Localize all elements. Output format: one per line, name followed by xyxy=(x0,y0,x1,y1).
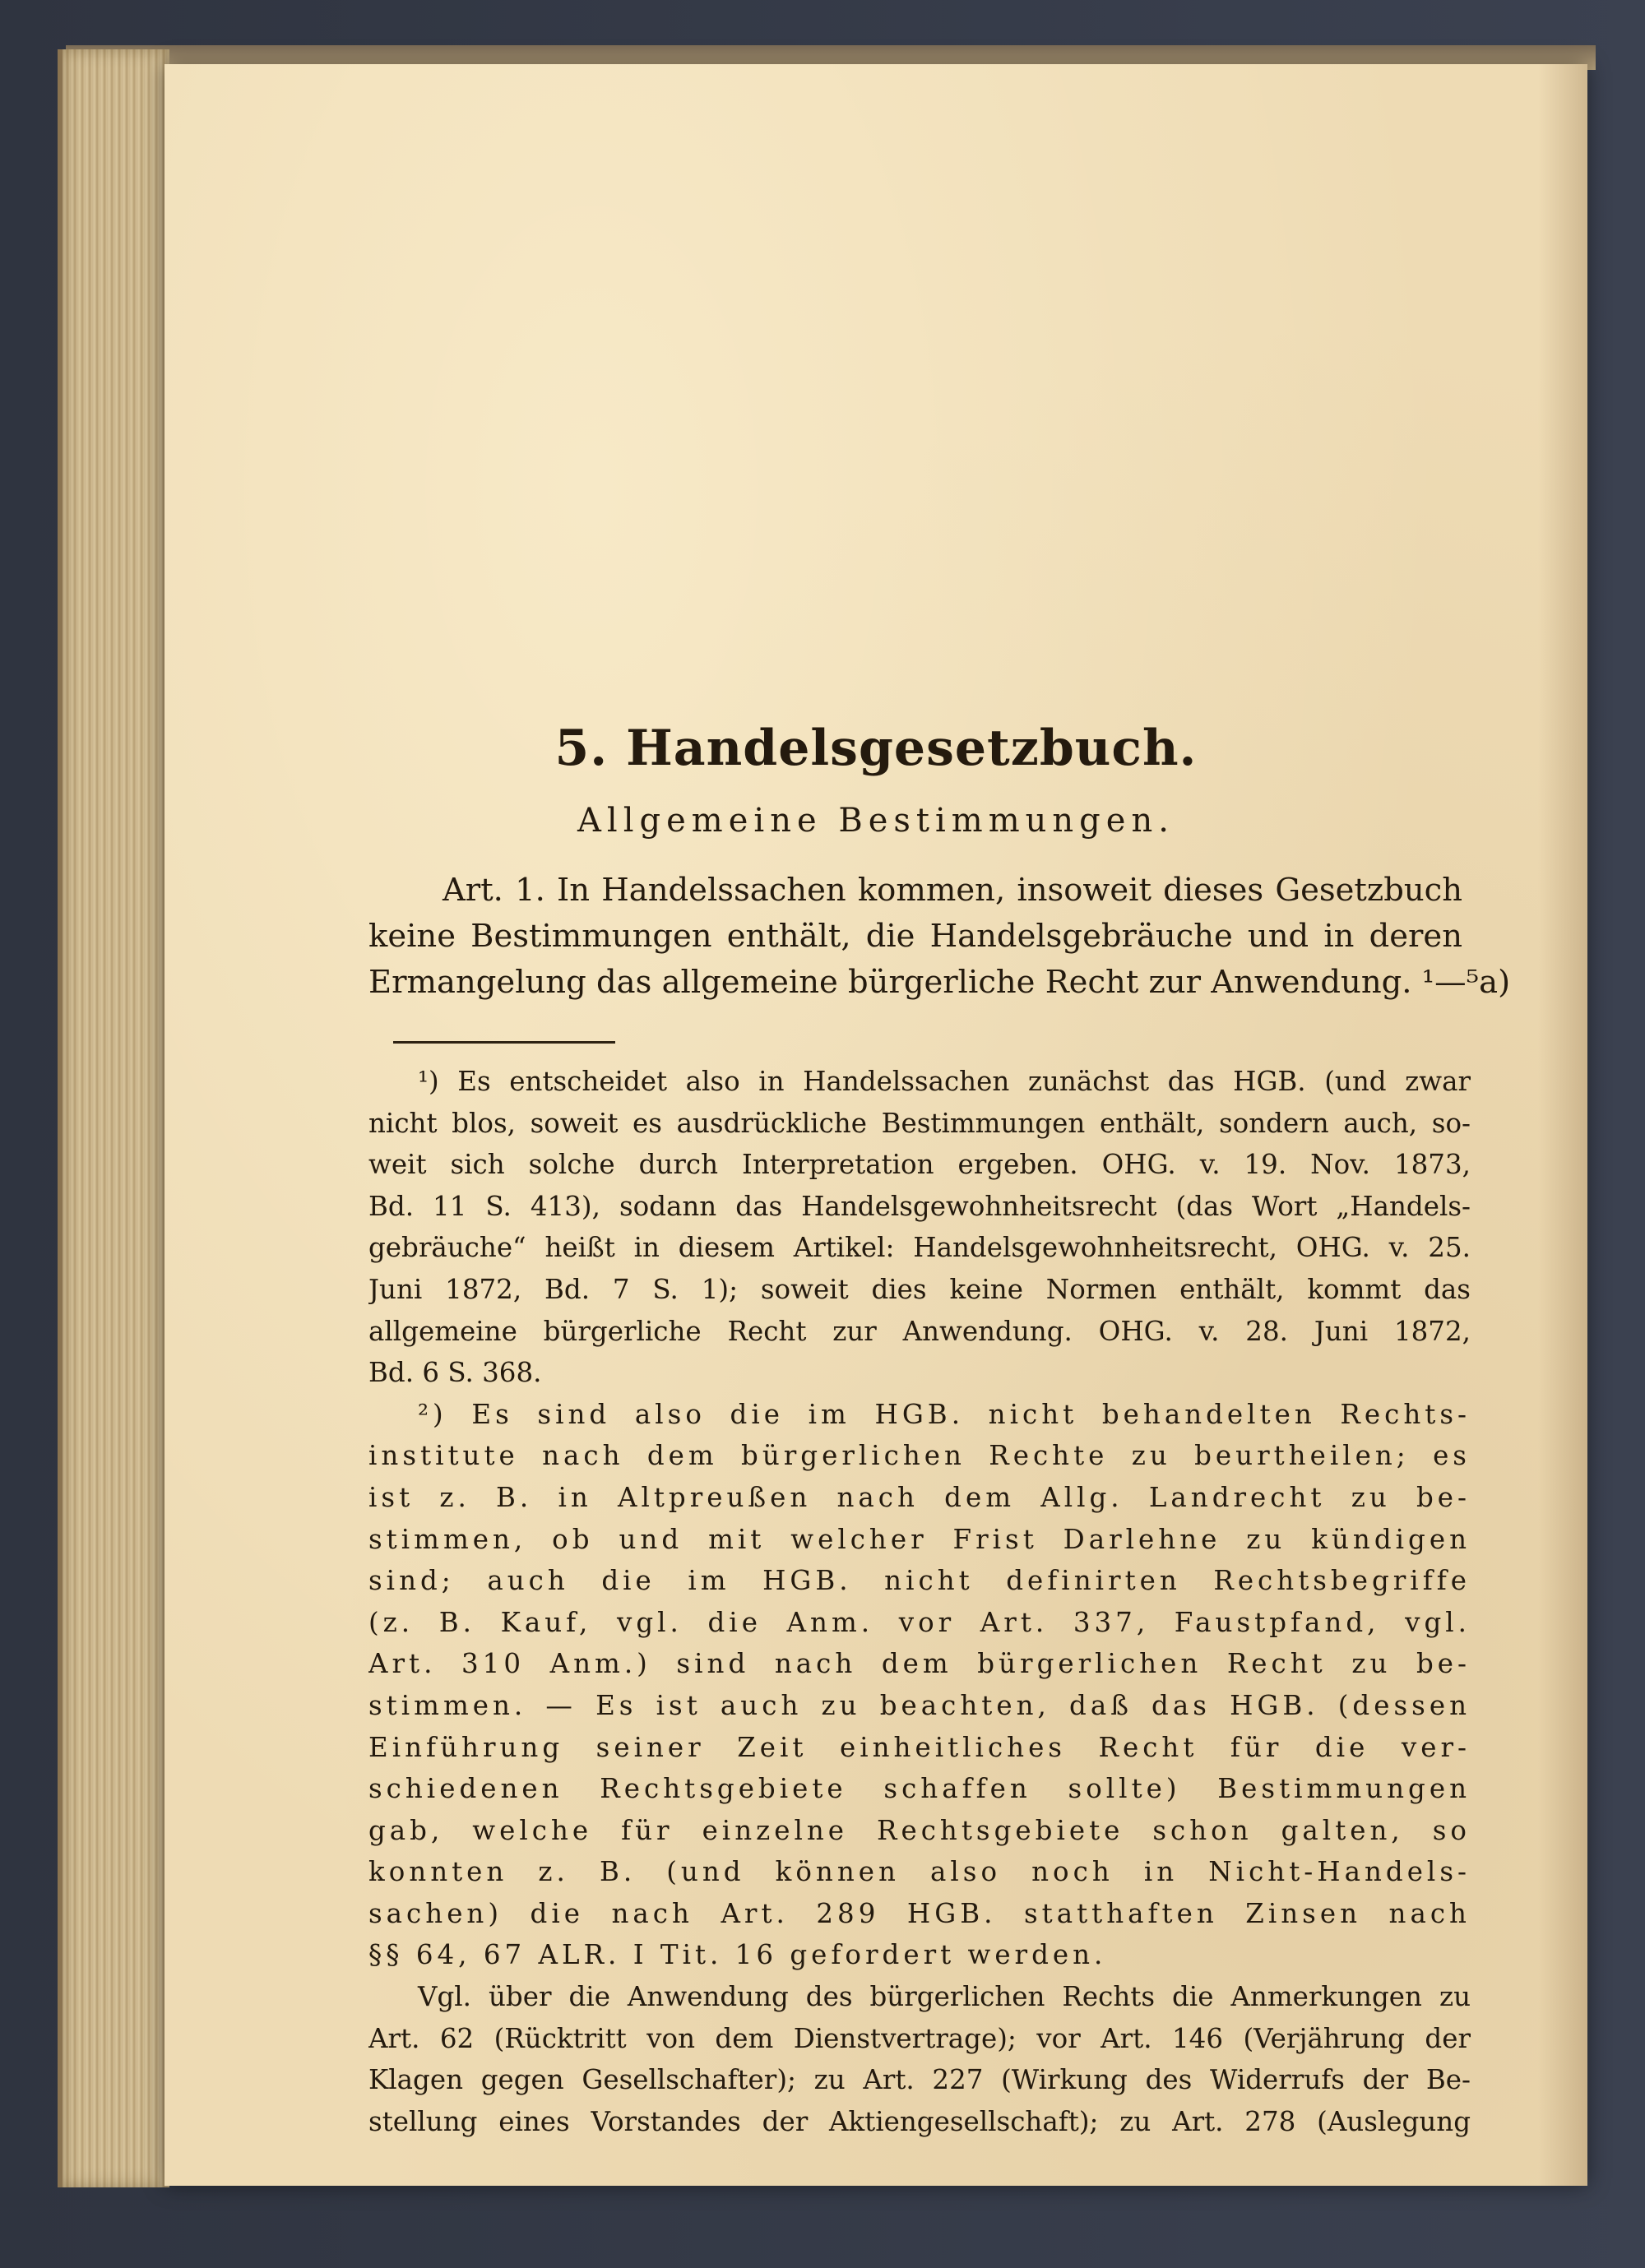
footnote-line: Art. 62 (Rücktritt von dem Dienstvertrage); vor Art. 146 (Verjährung der xyxy=(368,2022,1471,2054)
footnote-line: weit sich solche durch Interpretation ergeben. OHG. v. 19. Nov. 1873, xyxy=(368,1149,1471,1181)
footnote-line: sind; auch die im HGB. nicht definirten Rechtsbegriffe xyxy=(368,1565,1471,1597)
footnote-line: ²) Es sind also die im HGB. nicht behandelten Rechts- xyxy=(418,1398,1471,1430)
article-1 xyxy=(368,868,1511,1006)
footnotes xyxy=(368,1061,1471,2142)
footnote-line: Juni 1872, Bd. 7 S. 1); soweit dies keine Normen enthält, kommt das xyxy=(368,1273,1471,1305)
article-line: keine Bestimmungen enthält, die Handelsgebräuche und in deren xyxy=(368,918,1462,955)
footnote-line: §§ 64, 67 ALR. I Tit. 16 gefordert werden. xyxy=(368,1939,1107,1971)
footnote-line: nicht blos, soweit es ausdrückliche Bestimmungen enthält, sondern auch, so- xyxy=(368,1107,1471,1139)
footnote-divider xyxy=(393,1041,615,1044)
page-stack-edge xyxy=(58,49,169,2187)
footnote-line: Vgl. über die Anwendung des bürgerlichen Rechts die Anmerkungen zu xyxy=(418,1981,1471,2013)
article-line: Art. 1. In Handelssachen kommen, insoweit dieses Gesetzbuch xyxy=(443,872,1462,909)
footnote-line: Einführung seiner Zeit einheitliches Recht für die ver- xyxy=(368,1731,1471,1763)
footnote-line: allgemeine bürgerliche Recht zur Anwendung. OHG. v. 28. Juni 1872, xyxy=(368,1315,1471,1347)
footnote-line: stellung eines Vorstandes der Aktiengesellschaft); zu Art. 278 (Auslegung xyxy=(368,2105,1471,2137)
article-line: Ermangelung das allgemeine bürgerliche Recht zur Anwendung. ¹—⁵a) xyxy=(368,964,1511,1001)
footnote-line: stimmen. — Es ist auch zu beachten, daß das HGB. (dessen xyxy=(368,1689,1471,1721)
footnote-line: ¹) Es entscheidet also in Handelssachen zunächst das HGB. (und zwar xyxy=(418,1066,1471,1097)
footnote-line: Klagen gegen Gesellschafter); zu Art. 227 (Wirkung des Widerrufs der Be- xyxy=(368,2064,1471,2096)
section-heading: Allgemeine Bestimmungen. xyxy=(577,802,1175,840)
footnote-line: gebräuche“ heißt in diesem Artikel: Handelsgewohnheitsrecht, OHG. v. 25. xyxy=(368,1232,1471,1264)
footnote-line: schiedenen Rechtsgebiete schaffen sollte) Bestimmungen xyxy=(368,1773,1471,1805)
footnote-line: institute nach dem bürgerlichen Rechte zu beurtheilen; es xyxy=(368,1440,1471,1472)
footnote-line: ist z. B. in Altpreußen nach dem Allg. Landrecht zu be- xyxy=(368,1481,1471,1513)
chapter-title: 5. Handelsgesetzbuch. xyxy=(554,720,1198,778)
footnote-line: (z. B. Kauf, vgl. die Anm. vor Art. 337, Faustpfand, vgl. xyxy=(368,1606,1471,1638)
page-gutter-shadow xyxy=(1538,64,1587,2186)
footnote-1 xyxy=(368,1061,1471,1394)
footnote-3 xyxy=(368,1976,1471,2142)
footnote-line: sachen) die nach Art. 289 HGB. statthaften Zinsen nach xyxy=(368,1897,1471,1929)
footnote-line: stimmen, ob und mit welcher Frist Darlehne zu kündigen xyxy=(368,1523,1471,1555)
footnote-line: Bd. 6 S. 368. xyxy=(368,1357,542,1389)
footnote-line: Bd. 11 S. 413), sodann das Handelsgewohnheitsrecht (das Wort „Handels- xyxy=(368,1190,1471,1222)
footnote-line: Art. 310 Anm.) sind nach dem bürgerlichen Recht zu be- xyxy=(368,1648,1471,1680)
footnote-line: konnten z. B. (und können also noch in Nicht-Handels- xyxy=(368,1856,1471,1888)
footnote-line: gab, welche für einzelne Rechtsgebiete schon galten, so xyxy=(368,1814,1471,1846)
footnote-2 xyxy=(368,1394,1471,1976)
